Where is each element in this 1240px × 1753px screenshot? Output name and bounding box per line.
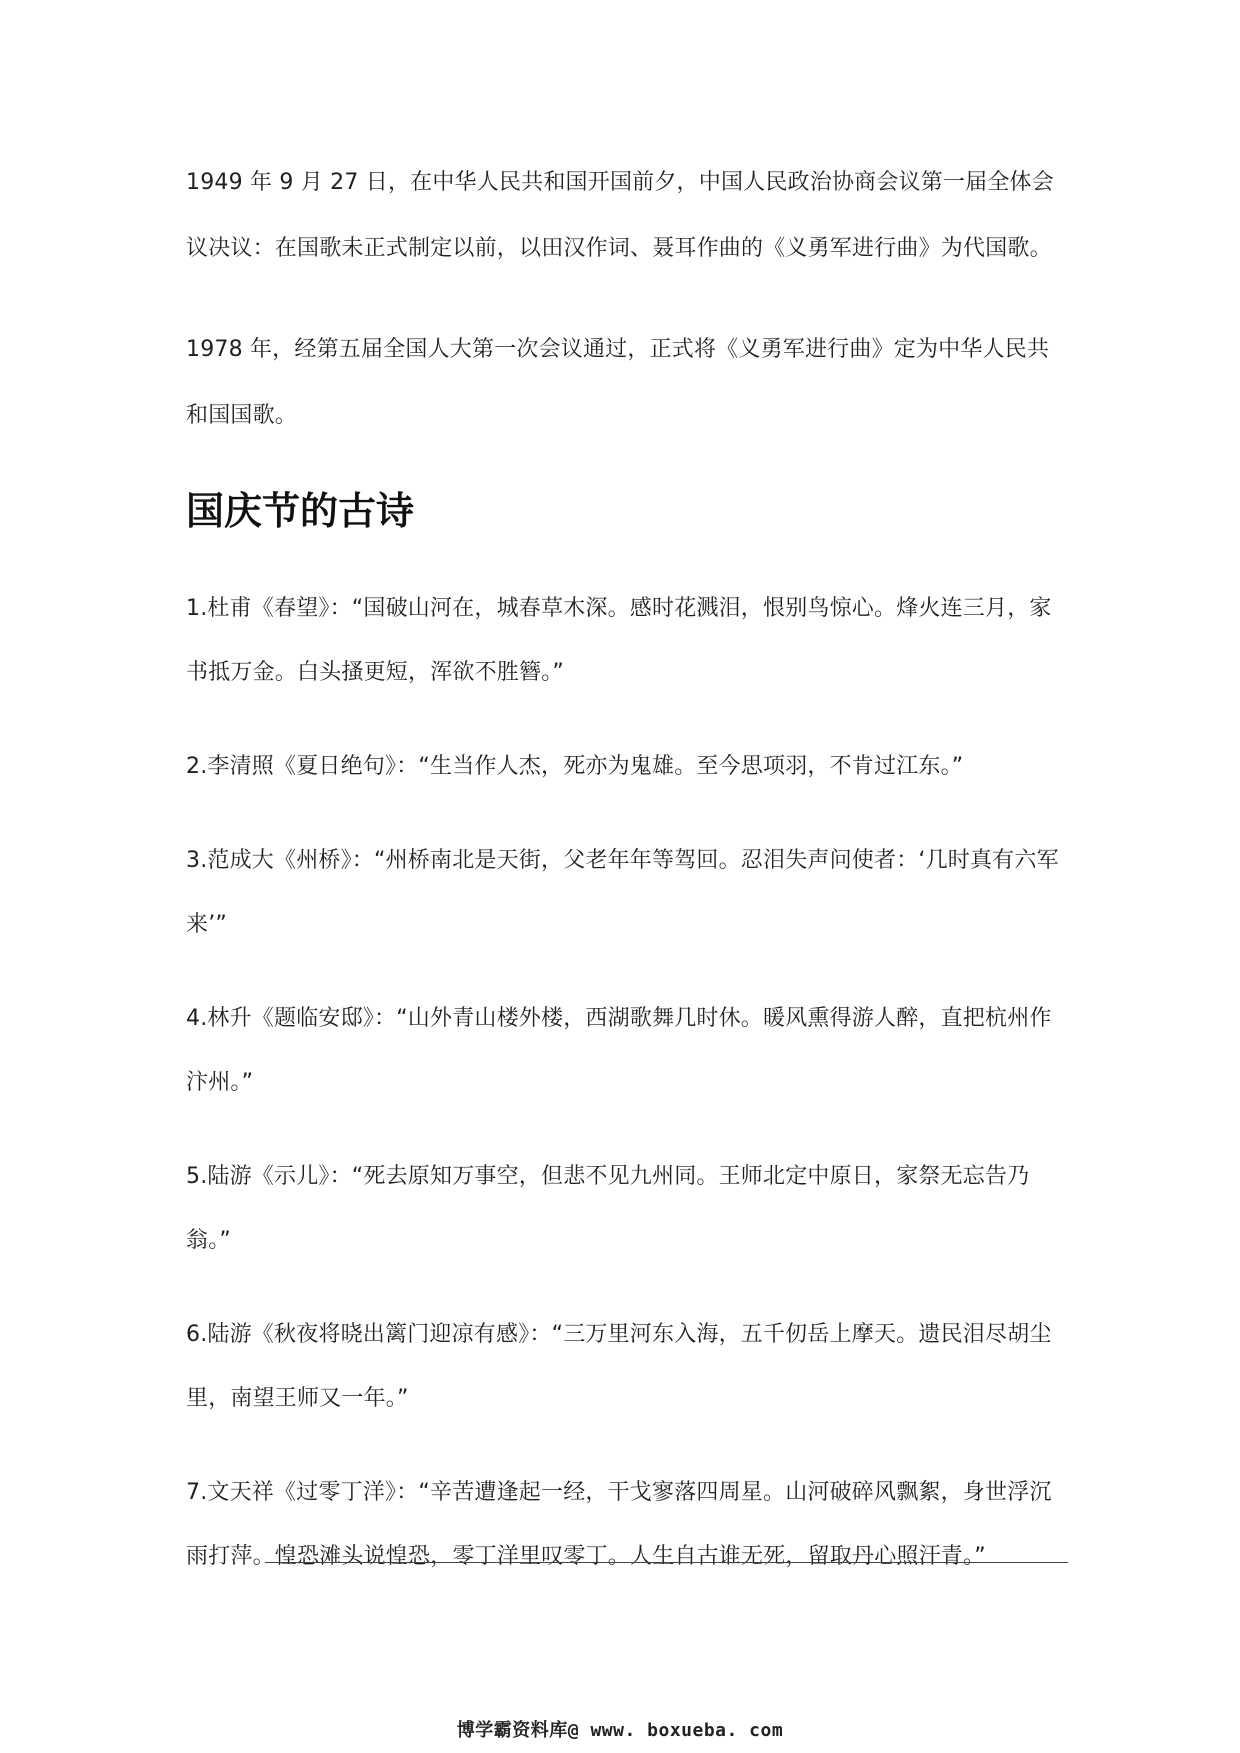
poem-text: 6.陆游《秋夜将晓出篱门迎凉有感》：“三万里河东入海，五千仞岳上摩天。遗民泪尽胡尘里，南望王师又一年。” [186,1322,1052,1411]
poem-text: 7.文天祥《过零丁洋》：“辛苦遭逢起一经，干戈寥落四周星。山河破碎风飘絮，身世浮沉雨打萍。惶恐滩头说惶恐，零丁洋里叹零丁。人生自古谁无死，留取丹心照汗青。” [186,1480,1052,1569]
poem-text: 3.范成大《州桥》：“州桥南北是天街，父老年年等驾回。忍泪失声问使者：‘几时真有六军来’” [186,848,1059,937]
poem-item [186,577,1066,705]
document-body [186,150,1066,1619]
poem-text: 2.李清照《夏日绝句》：“生当作人杰，死亦为鬼雄。至今思项羽，不肯过江东。” [186,754,964,779]
poem-text: 5.陆游《示儿》：“死去原知万事空，但悲不见九州同。王师北定中原日，家祭无忘告乃翁。” [186,1164,1030,1253]
poem-item [186,1145,1066,1273]
poem-text: 1.杜甫《春望》：“国破山河在，城春草木深。感时花溅泪，恨别鸟惊心。烽火连三月，家书抵万金。白头搔更短，浑欲不胜簪。” [186,596,1052,685]
footer-watermark: 博学霸资料库@ www. boxueba. com [456,1720,784,1741]
paragraph-anthem-1949: 1949 年 9 月 27 日，在中华人民共和国开国前夕，中国人民政治协商会议第一届全体会议决议：在国歌未正式制定以前，以田汉作词、聂耳作曲的《义勇军进行曲》为代国歌。 [186,170,1054,261]
paragraph-anthem-1978: 1978 年，经第五届全国人大第一次会议通过，正式将《义勇军进行曲》定为中华人民共和国国歌。 [186,337,1050,428]
poem-item [186,1461,1066,1589]
poem-item [186,987,1066,1115]
footer-divider [265,1562,1068,1563]
poem-item [186,829,1066,957]
poem-item [186,1303,1066,1431]
poem-text: 4.林升《题临安邸》：“山外青山楼外楼，西湖歌舞几时休。暖风熏得游人醉，直把杭州作汴州。” [186,1006,1052,1095]
section-heading: 国庆节的古诗 [186,489,415,533]
poem-item [186,735,1066,799]
